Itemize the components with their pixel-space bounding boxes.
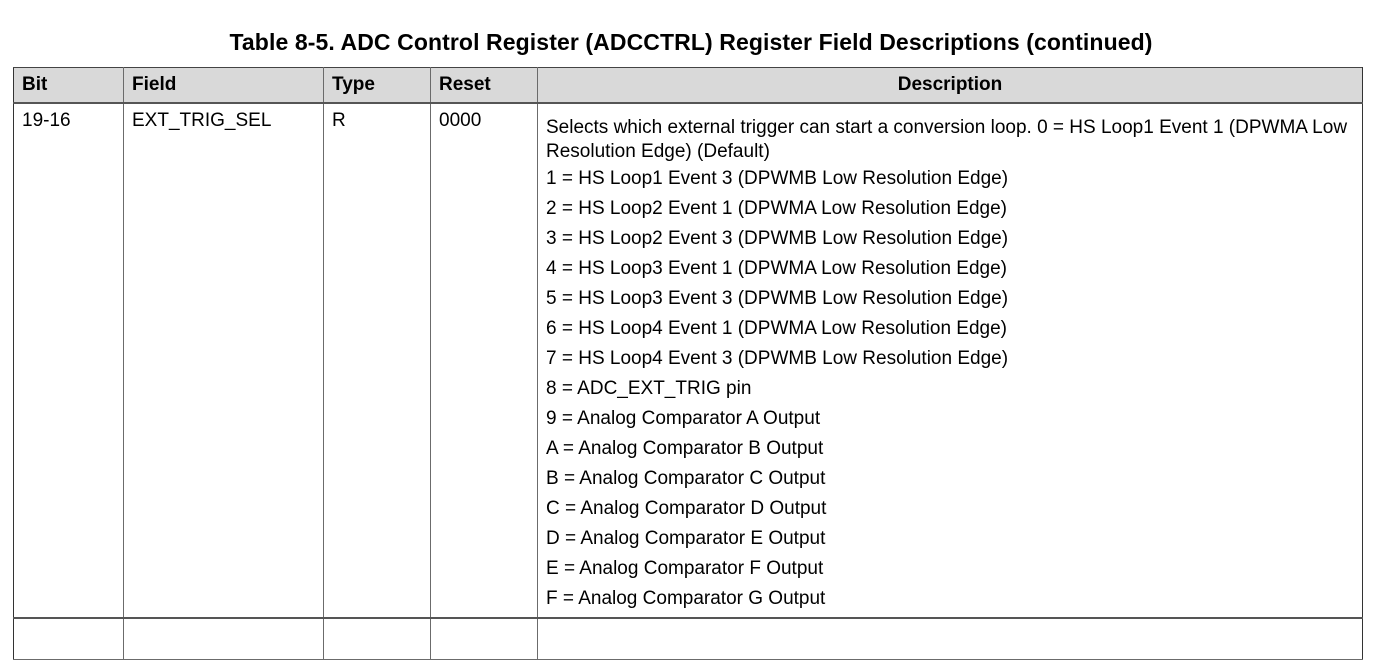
description-line: C = Analog Comparator D Output bbox=[546, 498, 827, 519]
register-field-table bbox=[13, 67, 1363, 660]
header-field: Field bbox=[124, 68, 324, 104]
cell-empty bbox=[538, 618, 1363, 660]
description-line: 8 = ADC_EXT_TRIG pin bbox=[546, 378, 752, 399]
header-reset: Reset bbox=[431, 68, 538, 104]
description-line: 7 = HS Loop4 Event 3 (DPWMB Low Resolution Edge) bbox=[546, 348, 1009, 369]
cell-empty bbox=[431, 618, 538, 660]
description-line: D = Analog Comparator E Output bbox=[546, 528, 826, 549]
cell-type: R bbox=[324, 103, 431, 618]
description-line: F = Analog Comparator G Output bbox=[546, 588, 826, 609]
table-header-row bbox=[14, 68, 1363, 104]
cell-field: EXT_TRIG_SEL bbox=[124, 103, 324, 618]
table-title: Table 8-5. ADC Control Register (ADCCTRL) Register Field Descriptions (continued) bbox=[229, 29, 1153, 55]
table-row bbox=[14, 103, 1363, 618]
cell-bit: 19-16 bbox=[14, 103, 124, 618]
cell-empty bbox=[14, 618, 124, 660]
header-type: Type bbox=[324, 68, 431, 104]
cell-empty bbox=[324, 618, 431, 660]
description-line: 5 = HS Loop3 Event 3 (DPWMB Low Resolution Edge) bbox=[546, 288, 1009, 309]
description-line: 4 = HS Loop3 Event 1 (DPWMA Low Resolution Edge) bbox=[546, 258, 1007, 279]
description-line: B = Analog Comparator C Output bbox=[546, 468, 826, 489]
description-line: 3 = HS Loop2 Event 3 (DPWMB Low Resolution Edge) bbox=[546, 228, 1009, 249]
table-row-continuation bbox=[14, 618, 1363, 660]
cell-description bbox=[538, 103, 1363, 618]
description-line: 6 = HS Loop4 Event 1 (DPWMA Low Resolution Edge) bbox=[546, 318, 1007, 339]
description-line: E = Analog Comparator F Output bbox=[546, 558, 824, 579]
description-line: Selects which external trigger can start a conversion loop. 0 = HS Loop1 Event 1 (DPWMA Low Resolution Edge) (Default) bbox=[546, 117, 1348, 162]
cell-empty bbox=[124, 618, 324, 660]
description-line: 1 = HS Loop1 Event 3 (DPWMB Low Resolution Edge) bbox=[546, 168, 1009, 189]
header-bit: Bit bbox=[14, 68, 124, 104]
description-line: 9 = Analog Comparator A Output bbox=[546, 408, 821, 429]
header-description: Description bbox=[538, 68, 1363, 104]
cell-reset: 0000 bbox=[431, 103, 538, 618]
description-line: 2 = HS Loop2 Event 1 (DPWMA Low Resolution Edge) bbox=[546, 198, 1007, 219]
description-line: A = Analog Comparator B Output bbox=[546, 438, 824, 459]
